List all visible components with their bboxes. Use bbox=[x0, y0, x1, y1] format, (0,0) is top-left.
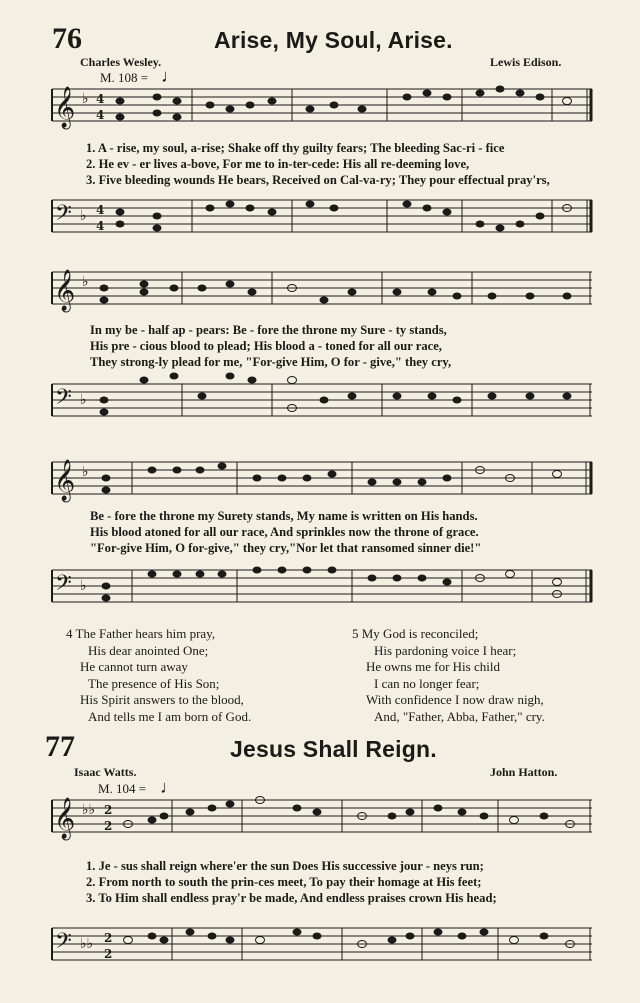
treble-staff bbox=[52, 272, 592, 312]
lyric-line: His blood atoned for all our race, And sprinkles now the throne of grace. bbox=[90, 525, 479, 539]
bass-staff bbox=[52, 570, 592, 610]
svg-text:2: 2 bbox=[104, 819, 113, 833]
lyric-line: They strong-ly plead for me, "For-give Him, O for - give," they cry, bbox=[90, 355, 452, 369]
metronome-mark: M. 108 = bbox=[100, 70, 149, 85]
lyric-line: "For-give Him, O for-give," they cry,"Nor let that ransomed sinner die!" bbox=[90, 541, 482, 555]
stanza-line: I can no longer fear; bbox=[374, 675, 480, 691]
stanza-line: With confidence I now draw nigh, bbox=[366, 692, 544, 708]
stanza-line: His Spirit answers to the blood, bbox=[80, 692, 244, 708]
lyricist: Isaac Watts. bbox=[74, 765, 137, 779]
bass-clef-icon: 𝄢 bbox=[55, 201, 72, 231]
svg-text:2: 2 bbox=[104, 931, 113, 945]
svg-text:4: 4 bbox=[96, 203, 105, 217]
stanza-line: His dear anointed One; bbox=[88, 642, 209, 658]
lyric-line: 2. He ev - er lives a-bove, For me to in-ter-cede: His all re-deeming love, bbox=[86, 157, 470, 171]
lyric-line: Be - fore the throne my Surety stands, My name is written on His hands. bbox=[90, 509, 478, 523]
flat-icon: ♭ bbox=[82, 464, 89, 480]
stanza-4 bbox=[66, 626, 251, 726]
flat-icon: ♭ bbox=[80, 392, 87, 408]
flat-icon: ♭ bbox=[80, 578, 87, 594]
metronome-mark: M. 104 = bbox=[98, 781, 147, 796]
quarter-note-icon: ♩ bbox=[160, 777, 178, 797]
bass-staff bbox=[52, 384, 592, 424]
flat-icon: ♭ bbox=[80, 208, 87, 224]
stanza-line: And, "Father, Abba, Father," cry. bbox=[374, 708, 545, 724]
treble-staff bbox=[52, 89, 592, 129]
lyric-line: In my be - half ap - pears: Be - fore the throne my Sure - ty stands, bbox=[90, 323, 447, 337]
lyric-line: 1. Je - sus shall reign where'er the sun Does His successive jour - neys run; bbox=[86, 859, 484, 873]
stanza-line: And tells me I am born of God. bbox=[88, 708, 252, 724]
hymn-number: 77 bbox=[45, 730, 75, 763]
time-signature: 4 bbox=[96, 92, 105, 106]
svg-text:2: 2 bbox=[104, 947, 113, 961]
quarter-note-icon: ♩ bbox=[161, 66, 179, 86]
flat-icon: ♭♭ bbox=[80, 936, 94, 952]
bass-staff bbox=[52, 928, 592, 968]
treble-clef-icon: 𝄞 bbox=[54, 87, 76, 128]
treble-clef-icon: 𝄞 bbox=[54, 460, 76, 501]
time-signature: 2 bbox=[104, 803, 113, 817]
stanza-line: His pardoning voice I hear; bbox=[374, 642, 517, 658]
lyric-line: 1. A - rise, my soul, a-rise; Shake off thy guilty fears; The bleeding Sac-ri - fice bbox=[86, 141, 505, 155]
lyricist: Charles Wesley. bbox=[80, 55, 162, 69]
bass-clef-icon: 𝄢 bbox=[55, 571, 72, 601]
stanza-line: 4 The Father hears him pray, bbox=[66, 626, 216, 641]
composer: John Hatton. bbox=[490, 765, 558, 779]
bass-clef-icon: 𝄢 bbox=[55, 929, 72, 959]
svg-text:4: 4 bbox=[96, 108, 105, 122]
flat-icon: ♭ bbox=[82, 91, 89, 107]
bass-clef-icon: 𝄢 bbox=[55, 385, 72, 415]
stanza-line: The presence of His Son; bbox=[88, 675, 220, 691]
stanza-line: He cannot turn away bbox=[80, 659, 188, 675]
lyric-line: His pre - cious blood to plead; His blood a - toned for all our race, bbox=[90, 339, 442, 353]
flat-icon: ♭ bbox=[82, 274, 89, 290]
lyric-line: 3. Five bleeding wounds He bears, Received on Cal-va-ry; They pour effectual pray'rs, bbox=[86, 173, 550, 187]
composer: Lewis Edison. bbox=[490, 55, 562, 69]
svg-text:4: 4 bbox=[96, 219, 105, 233]
treble-clef-icon: 𝄞 bbox=[54, 798, 76, 839]
hymn-title: Jesus Shall Reign. bbox=[230, 736, 437, 762]
hymn-number: 76 bbox=[52, 22, 82, 55]
stanza-line: 5 My God is reconciled; bbox=[352, 626, 479, 641]
stanza-5 bbox=[352, 626, 545, 726]
treble-clef-icon: 𝄞 bbox=[54, 270, 76, 311]
hymn-title: Arise, My Soul, Arise. bbox=[214, 27, 453, 53]
treble-staff bbox=[52, 462, 592, 502]
treble-staff bbox=[52, 800, 592, 840]
stanza-line: He owns me for His child bbox=[366, 659, 500, 675]
lyric-line: 2. From north to south the prin-ces meet, To pay their homage at His feet; bbox=[86, 875, 482, 889]
flat-icon: ♭♭ bbox=[82, 802, 96, 818]
lyric-line: 3. To Him shall endless pray'r be made, And endless praises crown His head; bbox=[86, 891, 497, 905]
bass-staff bbox=[52, 200, 592, 240]
